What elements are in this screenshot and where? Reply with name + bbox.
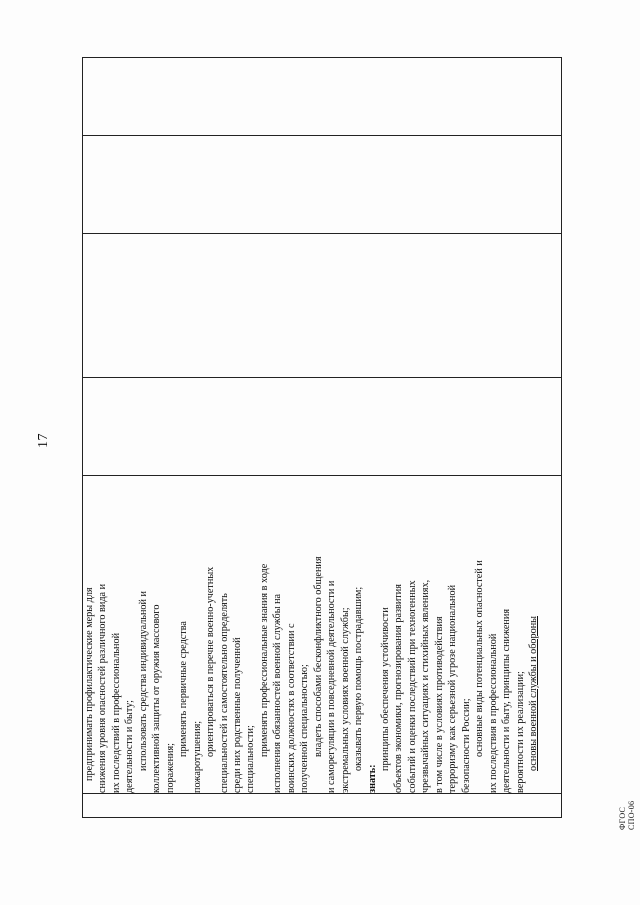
text-line: предпринимать профилактические меры для <box>84 587 95 781</box>
text-line: пожаротушения; <box>191 720 203 793</box>
table-cell-content <box>83 476 562 794</box>
text-line: в том числе в условиях противодействия <box>433 616 445 793</box>
text-line: экстремальных условиях военной службы; <box>339 607 351 793</box>
competency-table <box>82 57 562 818</box>
text-line: применять первичные средства <box>178 621 190 757</box>
text-line: среди них родственные полученной <box>231 637 243 793</box>
text-line: применять профессиональные знания в ходе <box>258 563 270 757</box>
text-line: деятельности и быту; <box>124 699 136 793</box>
text-line: их последствия в профессиональной <box>487 633 499 793</box>
text-line: использовать средства индивидуальной и <box>137 591 149 771</box>
page-number: 17 <box>36 433 51 448</box>
text-line: владеть способами бесконфликтного общения <box>312 556 324 757</box>
text-line: ориентироваться в перечне военно-учетных <box>205 566 217 757</box>
text-line: коллективной защиты от оружия массового <box>151 604 163 793</box>
table-row <box>83 58 562 818</box>
text-line: событий и оценки последствий при техногенных <box>406 580 418 793</box>
table-cell-empty <box>83 234 562 378</box>
text-line: вероятности их реализации; <box>514 671 526 793</box>
text-line: основы военной службы и обороны <box>527 616 539 771</box>
text-line: и саморегуляции в повседневной деятельности и <box>326 580 338 793</box>
text-line: объектов экономики, прогнозирования развития <box>393 584 405 793</box>
table-cell-empty <box>83 378 562 476</box>
text-line: поражения; <box>164 742 176 793</box>
text-line: оказывать первую помощь пострадавшим; <box>353 586 365 771</box>
text-line: деятельности и быту, принципы снижения <box>501 608 513 793</box>
text-line: чрезвычайных ситуациях и стихийных явлениях, <box>420 579 432 793</box>
text-line: исполнения обязанностей военной службы на <box>272 593 284 793</box>
text-line: терроризму как серьезной угрозе национальной <box>447 584 459 793</box>
text-line: полученной специальностью; <box>299 664 311 793</box>
text-line: основные виды потенциальных опасностей и <box>474 560 486 757</box>
text-line: снижения уровня опасностей различного вида и <box>97 583 109 793</box>
text-line: безопасности России; <box>460 698 472 793</box>
text-line: их последствий в профессиональной <box>110 632 122 793</box>
section-heading: знать: <box>366 764 378 793</box>
text-line: воинских должностях в соответствии с <box>285 623 297 793</box>
table-cell-empty <box>83 136 562 234</box>
footer-document-code: ФГОС СПО-06 <box>618 800 636 830</box>
text-line: специальности; <box>245 725 257 793</box>
text-line: принципы обеспечения устойчивости <box>379 607 391 771</box>
table-cell-empty-right <box>83 58 562 136</box>
text-line: специальностей и самостоятельно определять <box>218 593 230 793</box>
table-cell-empty-left <box>83 794 562 818</box>
